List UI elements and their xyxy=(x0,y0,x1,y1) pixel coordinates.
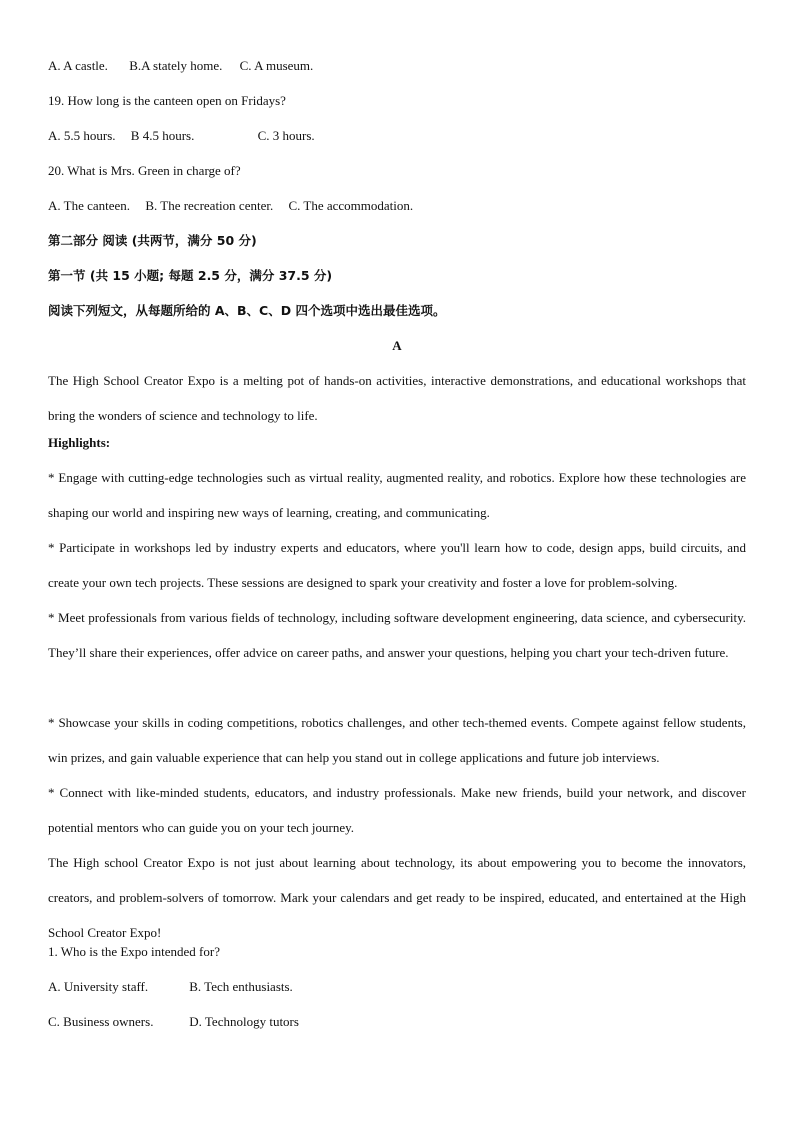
highlight-bullet-2: * Participate in workshops led by industry experts and educators, where you'll learn how to code, design apps, build circuits, and create your own tech projects. These sessions are designed to spark your creativity and foster a love for problem-solving. xyxy=(48,540,746,590)
reading-instruction: 阅读下列短文，从每题所给的 A、B、C、D 四个选项中选出最佳选项。 xyxy=(48,303,446,318)
highlight-bullet-3: * Meet professionals from various fields of technology, including software development engineering, data science, and cybersecurity. They’ll share their experiences, offer advice on career paths, and answer your questions, helping you chart your tech-driven future. xyxy=(48,610,746,660)
q20-option-c: C. The accommodation. xyxy=(288,198,414,213)
q19-option-c: C. 3 hours. xyxy=(257,128,315,143)
passage-closing: The High school Creator Expo is not just about learning about technology, its about empowering you to become the innovators, creators, and problem-solvers of tomorrow. Mark your calendars and get ready to be inspired, educated, and entertained at the High School Creator Expo! xyxy=(48,855,746,940)
highlight-bullet-4: * Showcase your skills in coding competitions, robotics challenges, and other tech-themed events. Compete against fellow students, win prizes, and gain valuable experience that can help you stand out in college applications and future job interviews. xyxy=(48,715,746,765)
q1-options-row2 xyxy=(48,1012,746,1047)
q20-option-b: B. The recreation center. xyxy=(145,198,274,213)
q18-options xyxy=(48,56,746,91)
q19-options xyxy=(48,126,746,161)
q19-option-a: A. 5.5 hours. xyxy=(48,128,116,143)
highlight-bullet-1: * Engage with cutting-edge technologies such as virtual reality, augmented reality, and robotics. Explore how these technologies are shaping our world and inspiring new ways of learning, creating, and communicating. xyxy=(48,470,746,520)
q19-question: 19. How long is the canteen open on Fridays? xyxy=(48,93,286,108)
highlights-label: Highlights: xyxy=(48,435,111,450)
q20-question: 20. What is Mrs. Green in charge of? xyxy=(48,163,241,178)
q19-option-b: B 4.5 hours. xyxy=(130,128,195,143)
q20-options xyxy=(48,196,746,231)
highlight-bullet-5: * Connect with like-minded students, educators, and industry professionals. Make new friends, build your network, and discover potential mentors who can guide you on your tech journey. xyxy=(48,785,746,835)
q18-option-b: B.A stately home. xyxy=(129,58,223,73)
part2-title: 第二部分 阅读 (共两节，满分 50 分) xyxy=(48,233,257,248)
passage-intro: The High School Creator Expo is a melting pot of hands-on activities, interactive demonstrations, and educational workshops that bring the wonders of science and technology to life. xyxy=(48,373,746,423)
section1-title: 第一节 (共 15 小题; 每题 2.5 分，满分 37.5 分) xyxy=(48,268,333,283)
exam-page xyxy=(48,56,746,1047)
passage-letter: A xyxy=(392,338,402,353)
q1-option-c: C. Business owners. xyxy=(48,1014,154,1029)
q1-option-a: A. University staff. xyxy=(48,979,149,994)
q1-question: 1. Who is the Expo intended for? xyxy=(48,944,220,959)
q18-option-a: A. A castle. xyxy=(48,58,108,73)
q18-option-c: C. A museum. xyxy=(239,58,314,73)
q1-options-row1 xyxy=(48,977,746,1012)
q1-option-d: D. Technology tutors xyxy=(189,1014,299,1029)
q20-option-a: A. The canteen. xyxy=(48,198,131,213)
q1-option-b: B. Tech enthusiasts. xyxy=(189,979,293,994)
